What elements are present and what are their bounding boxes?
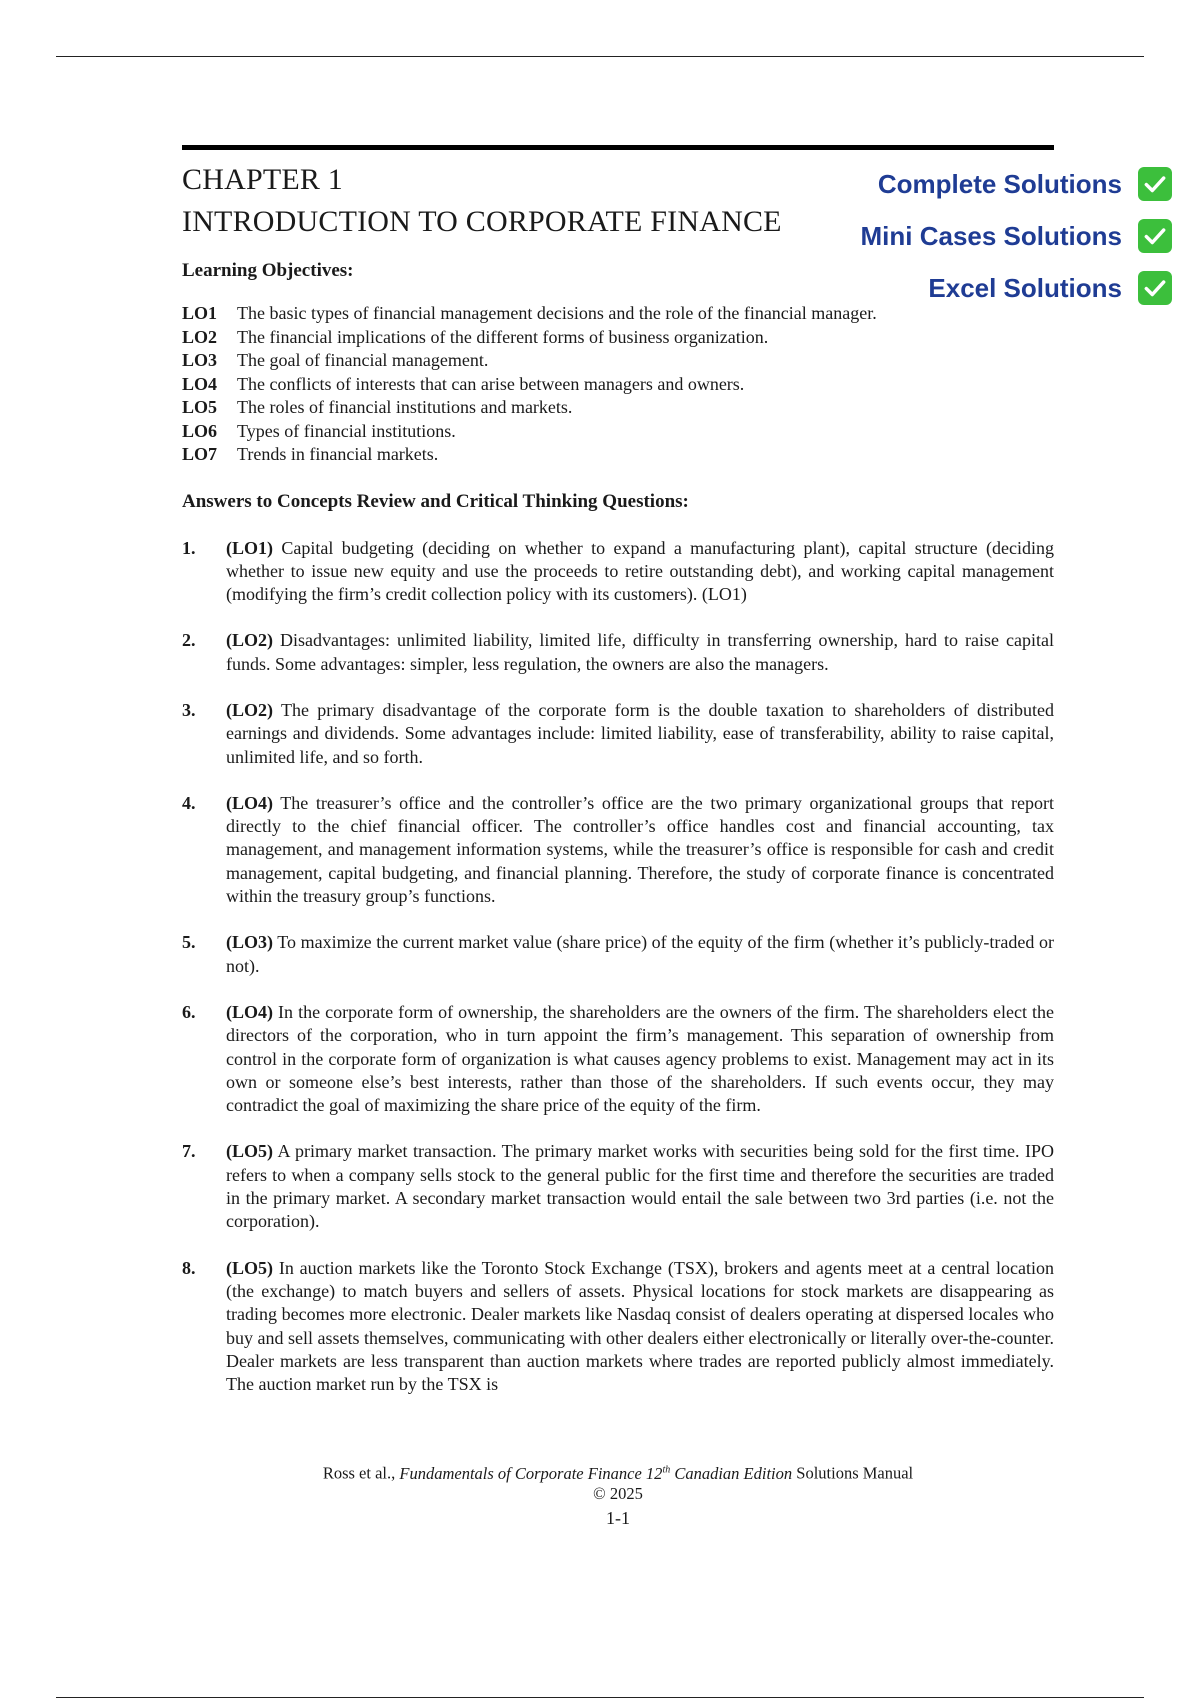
footer-prefix: Ross et al., bbox=[322, 1463, 400, 1483]
answer-text: In auction markets like the Toronto Stock Exchange (TSX), brokers and agents meet at a central location (the exchange) to match buyers and sellers of assets. Physical locations for stock markets are disappearing as trading becomes more electronic. Dealer markets like Nasdaq consist of dealers operating at dispersed locales who buy and sell assets themselves, communicating with other dealers either electronically or literally over-the-counter. Dealer markets are less transparent than auction markets where trades are reported publicly almost immediately. The auction market run by the TSX is bbox=[226, 1257, 1054, 1395]
answer-number: 5. bbox=[182, 932, 196, 953]
footer-edition-sup: th bbox=[662, 1464, 671, 1475]
answer-item bbox=[182, 931, 1054, 978]
answer-ref: (LO4) bbox=[226, 1001, 273, 1022]
list-item bbox=[182, 373, 1054, 397]
answer-text: In the corporate form of ownership, the shareholders are the owners of the firm. The shareholders elect the directors of the corporation, who in turn appoint the firm’s management. This separation of ownership from control in the corporate form of organization is what causes agency problems to exist. Management may act in its own or someone else’s best interests, rather than those of the shareholders. If such events occur, they may contradict the goal of maximizing the share price of the equity of the firm. bbox=[226, 1001, 1055, 1116]
lo-text: The financial implications of the different forms of business organization. bbox=[237, 326, 769, 347]
top-rule bbox=[56, 56, 1144, 57]
list-item bbox=[182, 302, 1054, 326]
answer-ref: (LO4) bbox=[226, 792, 273, 813]
answer-text: Capital budgeting (deciding on whether to expand a manufacturing plant), capital structure (deciding whether to issue new equity and use the proceeds to retire outstanding debt), and working capital management (modifying the firm’s credit collection policy with its customers). (LO1) bbox=[226, 537, 1055, 605]
answer-number: 7. bbox=[182, 1141, 196, 1162]
footer-book-title: Fundamentals of Corporate Finance 12 bbox=[399, 1463, 663, 1483]
answer-number: 1. bbox=[182, 537, 196, 558]
lo-text: Types of financial institutions. bbox=[237, 420, 456, 441]
answer-number: 6. bbox=[182, 1001, 196, 1022]
page-number: 1-1 bbox=[606, 1507, 630, 1528]
answer-item bbox=[182, 1001, 1054, 1117]
answer-number: 2. bbox=[182, 630, 196, 651]
lo-code: LO3 bbox=[182, 350, 218, 370]
lo-text: The roles of financial institutions and markets. bbox=[237, 397, 573, 417]
chapter-label: CHAPTER 1 bbox=[182, 163, 343, 196]
learning-objectives-list bbox=[182, 302, 1054, 467]
answer-ref: (LO1) bbox=[226, 537, 273, 558]
answers-heading: Answers to Concepts Review and Critical Thinking Questions: bbox=[182, 490, 689, 512]
list-item bbox=[182, 443, 1054, 467]
lo-text: Trends in financial markets. bbox=[237, 444, 439, 464]
check-mark-icon bbox=[1138, 167, 1172, 201]
lo-code: LO7 bbox=[182, 444, 218, 464]
answer-text: Disadvantages: unlimited liability, limited life, difficulty in transferring ownership, hard to raise capital funds. Some advantages: simpler, less regulation, the owners are also the managers. bbox=[226, 630, 1054, 674]
page-footer bbox=[182, 1460, 1054, 1528]
answer-item bbox=[182, 1140, 1054, 1233]
answer-item bbox=[182, 1257, 1054, 1397]
lo-code: LO1 bbox=[182, 303, 218, 323]
footer-suffix: Solutions Manual bbox=[792, 1463, 914, 1483]
lo-text: The goal of financial management. bbox=[237, 350, 489, 370]
bottom-rule bbox=[56, 1697, 1144, 1698]
list-item bbox=[182, 420, 1054, 444]
footer-citation bbox=[182, 1460, 1054, 1484]
footer-edition: Canadian Edition bbox=[670, 1463, 793, 1483]
lo-code: LO5 bbox=[182, 397, 218, 417]
lo-code: LO4 bbox=[182, 373, 218, 394]
lo-text: The basic types of financial management decisions and the role of the financial manager. bbox=[237, 303, 877, 323]
lo-code: LO2 bbox=[182, 326, 218, 347]
document-page bbox=[182, 145, 1054, 1419]
solution-label: Excel Solutions bbox=[928, 272, 1122, 303]
list-item bbox=[182, 396, 1054, 420]
answer-ref: (LO5) bbox=[226, 1257, 273, 1278]
answer-ref: (LO3) bbox=[226, 932, 273, 953]
answer-number: 3. bbox=[182, 699, 196, 720]
answer-item bbox=[182, 699, 1054, 769]
lo-text: The conflicts of interests that can arise between managers and owners. bbox=[237, 373, 745, 394]
check-mark-icon bbox=[1138, 219, 1172, 253]
answers-list bbox=[182, 537, 1054, 1397]
lo-code: LO6 bbox=[182, 420, 218, 441]
solution-label: Mini Cases Solutions bbox=[860, 220, 1122, 251]
list-item bbox=[182, 326, 1054, 350]
answer-ref: (LO2) bbox=[226, 630, 273, 651]
answer-text: The primary disadvantage of the corporate form is the double taxation to shareholders of distributed earnings and dividends. Some advantages include: limited liability, ease of transferability, ability to raise capital, unlimited life, and so forth. bbox=[226, 699, 1054, 767]
chapter-header-bar bbox=[182, 145, 1054, 150]
answer-ref: (LO5) bbox=[226, 1141, 273, 1162]
answer-item bbox=[182, 792, 1054, 908]
answer-item bbox=[182, 629, 1054, 676]
answer-number: 8. bbox=[182, 1257, 196, 1278]
footer-copyright: © 2025 bbox=[593, 1483, 643, 1503]
answer-text: To maximize the current market value (share price) of the equity of the firm (whether it’s publicly-traded or not). bbox=[226, 932, 1054, 976]
answer-text: The treasurer’s office and the controller’s office are the two primary organizational groups that report directly to the chief financial officer. The controller’s office handles cost and financial accounting, tax management, and management information systems, while the treasurer’s office is responsible for cash and credit management, capital budgeting, and financial planning. Therefore, the study of corporate finance is concentrated within the treasury group’s functions. bbox=[226, 792, 1054, 907]
answer-number: 4. bbox=[182, 792, 196, 813]
list-item bbox=[182, 349, 1054, 373]
chapter-title: INTRODUCTION TO CORPORATE FINANCE bbox=[182, 205, 782, 238]
solution-label: Complete Solutions bbox=[877, 168, 1122, 199]
answer-ref: (LO2) bbox=[226, 699, 273, 720]
check-mark-icon bbox=[1138, 271, 1172, 305]
answer-item bbox=[182, 537, 1054, 607]
answer-text: A primary market transaction. The primary market works with securities being sold for the first time. IPO refers to when a company sells stock to the general public for the first time and therefore the securities are traded in the primary market. A secondary market transaction would entail the sale between two 3rd parties (i.e. not the corporation). bbox=[226, 1141, 1054, 1232]
learning-objectives-heading: Learning Objectives: bbox=[182, 260, 354, 281]
